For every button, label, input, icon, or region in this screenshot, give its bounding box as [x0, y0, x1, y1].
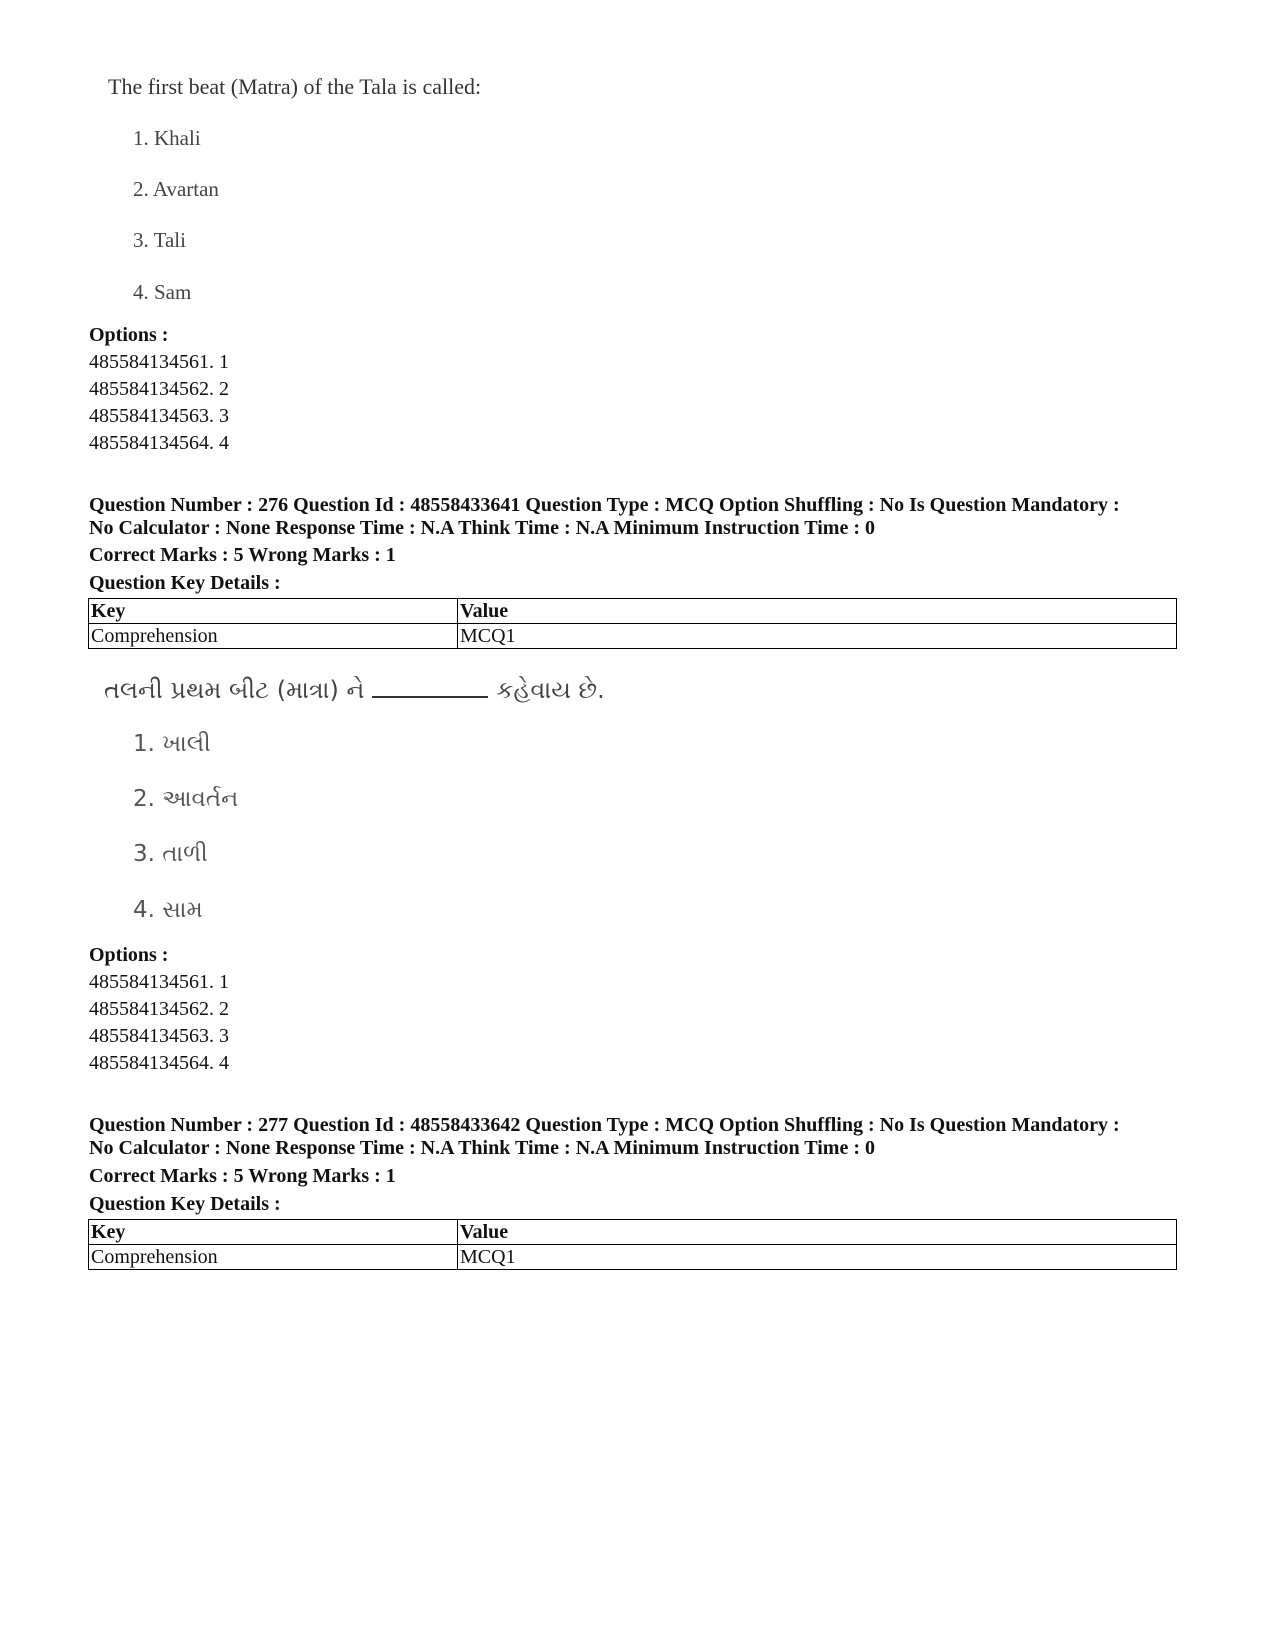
option-id-3: 485584134563. 3 [89, 405, 229, 427]
question-choice-2: 2. Avartan [133, 177, 219, 201]
key-header: Key [89, 599, 458, 624]
table-header-row [89, 1220, 1177, 1245]
question-choice-4: 4. સામ [133, 897, 203, 923]
question-choice-4: 4. Sam [133, 280, 192, 304]
option-id-1: 485584134561. 1 [89, 971, 229, 993]
value-cell: MCQ1 [458, 624, 1177, 649]
key-details-table [88, 1219, 1177, 1270]
question-choice-1: 1. Khali [133, 126, 201, 150]
marks-line: Correct Marks : 5 Wrong Marks : 1 [89, 1165, 396, 1187]
option-id-2: 485584134562. 2 [89, 378, 229, 400]
question-choice-2: 2. આવર્તન [133, 786, 239, 812]
stem-before-blank: તલની પ્રથમ બીટ (માત્રા) ને [104, 676, 365, 704]
marks-line: Correct Marks : 5 Wrong Marks : 1 [89, 544, 396, 566]
options-label: Options : [89, 324, 169, 346]
table-row [89, 624, 1177, 649]
key-cell: Comprehension [89, 1245, 458, 1270]
key-details-table [88, 598, 1177, 649]
value-header: Value [458, 1220, 1177, 1245]
value-header: Value [458, 599, 1177, 624]
question-meta [89, 1114, 1149, 1160]
key-header: Key [89, 1220, 458, 1245]
option-id-4: 485584134564. 4 [89, 1052, 229, 1074]
question-choice-1: 1. ખાલી [133, 731, 211, 757]
question-meta-line-1: Question Number : 276 Question Id : 48558433641 Question Type : MCQ Option Shuffling : No Is Question Mandatory : [89, 494, 1120, 516]
value-cell: MCQ1 [458, 1245, 1177, 1270]
key-details-label: Question Key Details : [89, 1193, 281, 1215]
option-id-2: 485584134562. 2 [89, 998, 229, 1020]
question-meta-line-1: Question Number : 277 Question Id : 48558433642 Question Type : MCQ Option Shuffling : No Is Question Mandatory : [89, 1114, 1120, 1136]
option-id-4: 485584134564. 4 [89, 432, 229, 454]
option-id-3: 485584134563. 3 [89, 1025, 229, 1047]
key-details-label: Question Key Details : [89, 572, 281, 594]
question-choice-3: 3. તાળી [133, 841, 208, 867]
option-id-1: 485584134561. 1 [89, 351, 229, 373]
table-row [89, 1245, 1177, 1270]
key-cell: Comprehension [89, 624, 458, 649]
question-meta [89, 494, 1149, 540]
options-label: Options : [89, 944, 169, 966]
question-stem: The first beat (Matra) of the Tala is called: [108, 74, 482, 99]
table-header-row [89, 599, 1177, 624]
question-stem-gujarati [104, 676, 605, 704]
question-meta-line-2: No Calculator : None Response Time : N.A Think Time : N.A Minimum Instruction Time : 0 [89, 517, 875, 539]
question-choice-3: 3. Tali [133, 228, 186, 252]
question-meta-line-2: No Calculator : None Response Time : N.A Think Time : N.A Minimum Instruction Time : 0 [89, 1137, 875, 1159]
stem-after-blank: કહેવાય છે. [496, 676, 605, 704]
fill-blank [372, 695, 488, 698]
